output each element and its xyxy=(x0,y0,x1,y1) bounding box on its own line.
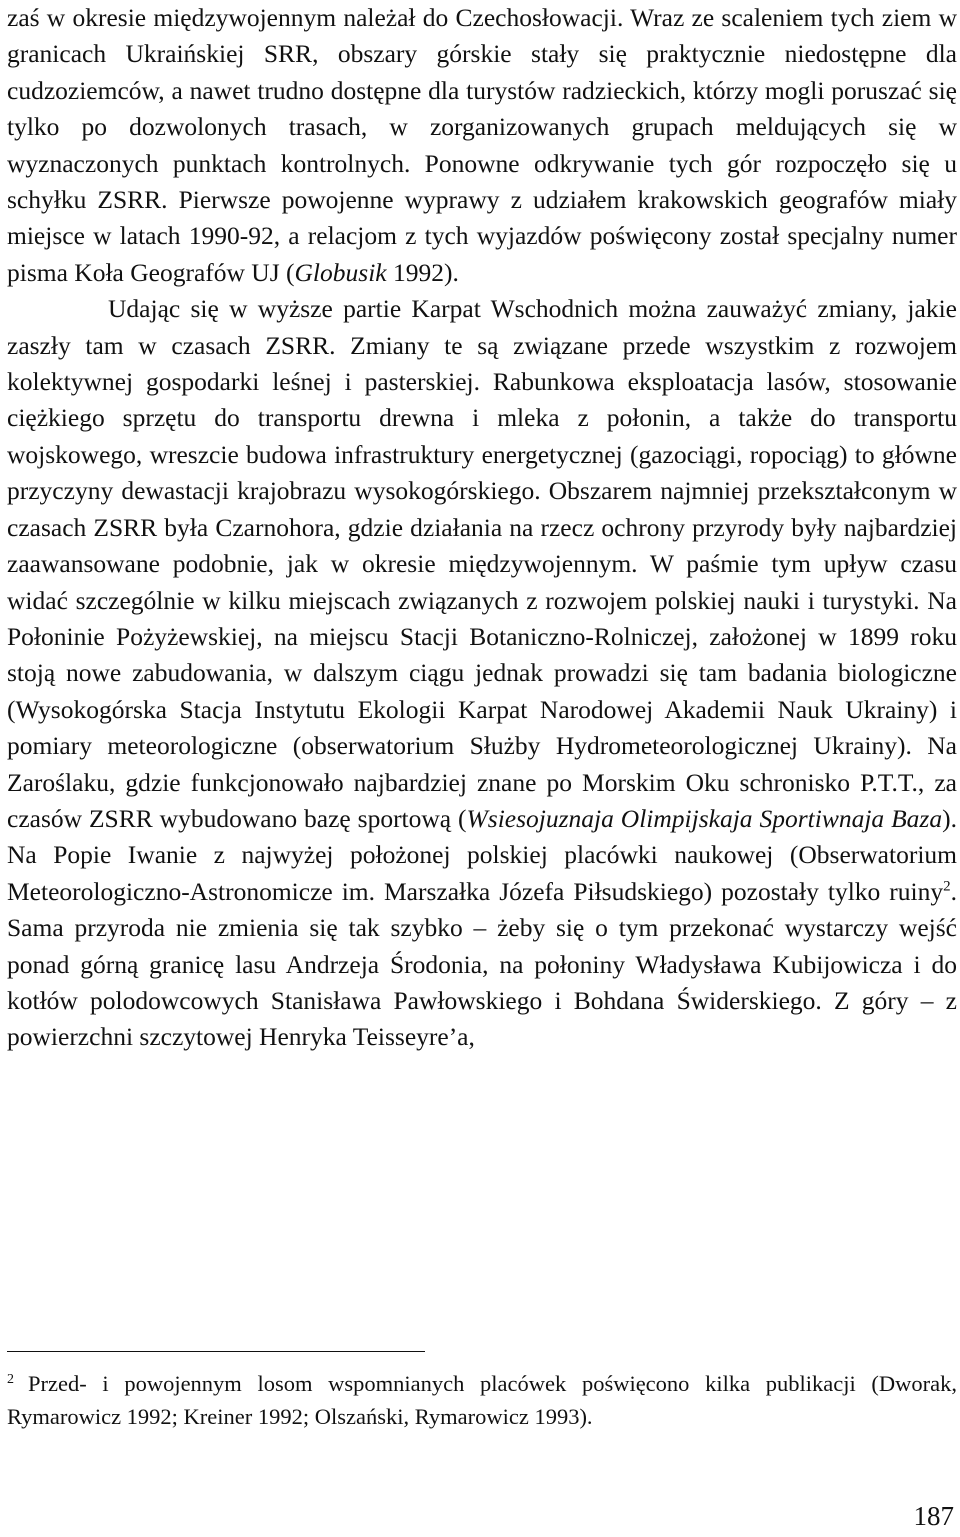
text-span: . Sama przyroda nie zmienia się tak szybko – żeby się o tym przekonać wystarczy wejść ponad górną granicę lasu Andrzeja Środonia, na połoniny Władysława Kubijowicza i do kotłów polodowcowych Stanisława Pawłowskiego i Bohdana Świderskiego. Z góry – z powierzchni szczytowej Henryka Teisseyre’a, xyxy=(7,876,957,1052)
paragraph xyxy=(7,291,957,1056)
footnote-marker: 2 xyxy=(7,1371,14,1387)
text-span: Udając się w wyższe partie Karpat Wschodnich można zauważyć zmiany, jakie zaszły tam w czasach ZSRR. Zmiany te są związane przede wszystkim z rozwojem kolektywnej gospodarki leśnej i pasterskiej. Rabunkowa eksploatacja lasów, stosowanie ciężkiego sprzętu do transportu drewna i mleka z połonin, a także do transportu wojskowego, wreszcie budowa infrastruktury energetycznej (gazociągi, ropociąg) to główne przyczyny dewastacji krajobrazu wysokogórskiego. Obszarem najmniej przekształconym w czasach ZSRR była Czarnohora, gdzie działania na rzecz ochrony przyrody były najbardziej zaawansowane podobnie, jak w okresie międzywojennym. W paśmie tym upływ czasu widać szczególnie w kilku miejscach związanych z rozwojem polskiej nauki i turystyki. Na Połoninie Pożyżewskiej, na miejscu Stacji Botaniczno-Rolniczej, założonej w 1899 roku stoją nowe zabudowania, w dalszym ciągu jednak prowadzi się tam badania biologiczne (Wysokogórska Stacja Instytutu Ekologii Karpat Narodowej Akademii Nauk Ukrainy) i pomiary meteorologiczne (obserwatorium Służby Hydrometeorologicznej Ukrainy). Na Zaroślaku, gdzie funkcjonowało najbardziej znane po Morskim Oku schronisko P.T.T., za czasów ZSRR wybudowano bazę sportową ( xyxy=(7,294,957,833)
footnote-text: Przed- i powojennym losom wspomnianych placówek poświęcono kilka publikacji (Dworak, Rymarowicz 1992; Kreiner 1992; Olszański, Rymarowicz 1993). xyxy=(7,1371,957,1429)
page-number: 187 xyxy=(913,1501,954,1531)
paragraph xyxy=(7,0,957,291)
text-span: 1992). xyxy=(386,257,459,287)
footnote xyxy=(7,1368,957,1433)
page xyxy=(7,0,957,1056)
body-text xyxy=(7,0,957,1056)
footnote-reference: 2 xyxy=(943,878,951,895)
italic-span: Globusik xyxy=(294,257,387,287)
text-span: ). Na Popie Iwanie z najwyżej położonej polskiej placówki naukowej (Obserwatorium Meteorologiczno-Astronomicze im. Marszałka Józefa Piłsudskiego) pozostały tylko ruiny xyxy=(7,803,957,906)
text-span: zaś w okresie międzywojennym należał do Czechosłowacji. Wraz ze scaleniem tych ziem w granicach Ukraińskiej SRR, obszary górskie stały się praktycznie niedostępne dla cudzoziemców, a nawet trudno dostępne dla turystów radzieckich, którzy mogli poruszać się tylko po dozwolonych trasach, w zorganizowanych grupach meldujących się w wyznaczonych punktach kontrolnych. Ponowne odkrywanie tych gór rozpoczęło się u schyłku ZSRR. Pierwsze powojenne wyprawy z udziałem krakowskich geografów miały miejsce w latach 1990-92, a relacjom z tych wyjazdów poświęcony został specjalny numer pisma Koła Geografów UJ ( xyxy=(7,3,957,287)
italic-span: Wsiesojuznaja Olimpijskaja Sportiwnaja Baza xyxy=(466,803,943,833)
footnote-separator xyxy=(7,1351,425,1352)
